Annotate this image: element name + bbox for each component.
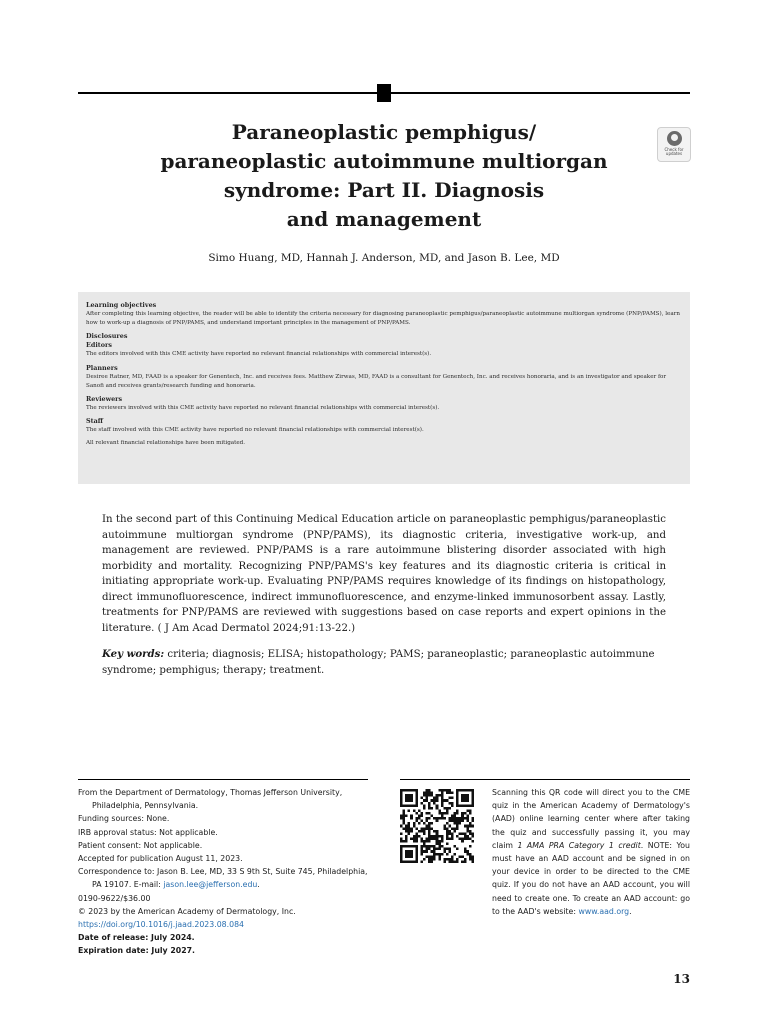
learning-objectives-text: After completing this learning objective, the reader will be able to identify the criteria necessary for diagnosing paraneoplastic pemphigus/paraneoplastic autoimmune multiorgan syndrome (PNP/PAMS), learn how to work-up a diagnosis of PNP/PAMS, and understand important principles in the management of PNP/PAMS.: [86, 311, 680, 327]
footnote-rule-right: [400, 779, 690, 780]
footnotes: [78, 786, 370, 958]
footnote-rule-left: [78, 779, 368, 780]
copyright-note: © 2023 by the American Academy of Dermatology, Inc.: [78, 906, 296, 916]
cme-info-box: [78, 292, 690, 484]
qr-text-part1: Scanning this QR code will direct you to the CME quiz in the American Academy of Dermatology's (AAD) online learning center where after taking the quiz and successfully passing it, you may claim: [492, 788, 690, 850]
keywords: [102, 647, 666, 678]
correspondence-email-link[interactable]: jason.lee@jefferson.edu: [163, 880, 258, 890]
learning-objectives-heading: Learning objectives: [86, 301, 157, 309]
qr-text-end: .: [629, 906, 632, 916]
article-title: [120, 118, 648, 234]
correspondence-note: [78, 865, 370, 891]
release-date: Date of release: July 2024.: [78, 933, 195, 943]
editors-text: The editors involved with this CME activity have reported no relevant financial relationships with commercial interest(s).: [86, 351, 432, 358]
affiliation-note: From the Department of Dermatology, Thomas Jefferson University, Philadelphia, Pennsylvania.: [78, 788, 343, 811]
reviewers-text: The reviewers involved with this CME activity have reported no relevant financial relationships with commercial interest(s).: [86, 405, 440, 412]
mitigated-text: All relevant financial relationships have been mitigated.: [86, 440, 246, 447]
title-line: Paraneoplastic pemphigus/: [231, 120, 537, 144]
qr-text-part2: . NOTE: You must have an AAD account and be signed in on your device in order to be directed to the CME quiz. If you do not have an AAD account, you will need to create one. To create an AAD account: go to the AAD's website:: [492, 840, 690, 916]
abstract: In the second part of this Continuing Medical Education article on paraneoplastic pemphigus/paraneoplastic autoimmune multiorgan syndrome (PNP/PAMS), its diagnostic criteria, investigative work-up, and management are reviewed. PNP/PAMS is a rare autoimmune blistering disorder associated with high morbidity and mortality. Recognizing PNP/PAMS's key features and its diagnostic criteria is critical in initiating appropriate work-up. Evaluating PNP/PAMS requires knowledge of its findings on histopathology, direct immunofluorescence, indirect immunofluorescence, and enzyme-linked immunosorbent assay. Lastly, treatments for PNP/PAMS are reviewed with suggestions based on case reports and expert opinions in the literature. ( J Am Acad Dermatol 2024;91:13-22.): [102, 514, 666, 634]
title-line: and management: [286, 207, 482, 231]
author-list: Simo Huang, MD, Hannah J. Anderson, MD, and Jason B. Lee, MD: [208, 252, 560, 264]
title-line: paraneoplastic autoimmune multiorgan: [160, 149, 608, 173]
header-rule-marker: [377, 84, 391, 102]
qr-instructions: [492, 786, 690, 918]
price-note: 0190-9622/$36.00: [78, 893, 151, 903]
planners-heading: Planners: [86, 363, 118, 372]
editors-heading: Editors: [86, 341, 112, 350]
page-number: 13: [673, 972, 690, 986]
irb-note: IRB approval status: Not applicable.: [78, 827, 218, 837]
expiration-date: Expiration date: July 2027.: [78, 946, 196, 956]
correspondence-end: .: [257, 880, 260, 890]
qr-credit: 1 AMA PRA Category 1 credit: [517, 840, 641, 850]
reviewers-heading: Reviewers: [86, 395, 123, 404]
accepted-note: Accepted for publication August 11, 2023.: [78, 854, 243, 864]
funding-note: Funding sources: None.: [78, 814, 170, 824]
correspondence-text: Correspondence to: Jason B. Lee, MD, 33 S 9th St, Suite 745, Philadelphia, PA 19107. E-mail:: [78, 867, 368, 890]
planners-text: Desiree Ratner, MD, FAAD is a speaker for Genentech, Inc. and receives fees. Matthew Zirwas, MD, FAAD is a consultant for Genentech, Inc. and receives honoraria, and is an investigator and speaker for Sanofi and receives grants/research funding and honoraria.: [86, 373, 667, 389]
check-for-updates-icon: [667, 131, 682, 146]
cme-quiz-qr-code[interactable]: [400, 789, 474, 863]
title-line: syndrome: Part II. Diagnosis: [223, 178, 545, 202]
disclosures-heading: Disclosures: [86, 332, 128, 341]
keywords-text: criteria; diagnosis; ELISA; histopathology; PAMS; paraneoplastic; paraneoplastic autoimmune syndrome; pemphigus; therapy; treatment.: [102, 649, 655, 676]
doi-link[interactable]: https://doi.org/10.1016/j.jaad.2023.08.084: [78, 920, 244, 930]
keywords-label: Key words:: [102, 648, 165, 660]
aad-website-link[interactable]: www.aad.org: [578, 906, 630, 916]
staff-heading: Staff: [86, 417, 103, 426]
consent-note: Patient consent: Not applicable.: [78, 840, 203, 850]
check-for-updates-badge[interactable]: [657, 127, 691, 162]
staff-text: The staff involved with this CME activity have reported no relevant financial relationships with commercial interest(s).: [86, 427, 424, 434]
check-for-updates-label: Check for updates: [664, 147, 684, 156]
